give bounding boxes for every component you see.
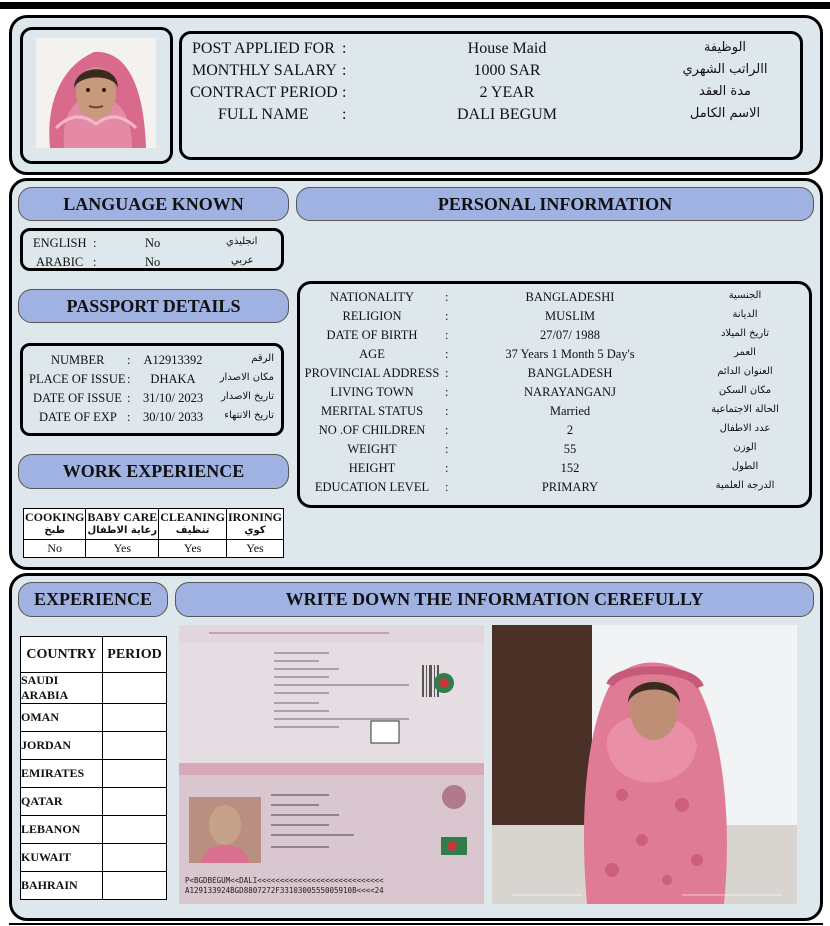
- header-label: FULL NAME: [218, 106, 309, 123]
- country-cell: BAHRAIN: [21, 872, 103, 900]
- work-col-en: CLEANING: [160, 510, 225, 524]
- country-cell: JORDAN: [21, 732, 103, 760]
- passport-arabic: تاريخ الانتهاء: [224, 410, 274, 421]
- personal-arabic: العنوان الدائم: [717, 366, 773, 377]
- personal-value: MUSLIM: [544, 309, 595, 323]
- personal-value: 2: [566, 423, 574, 437]
- work-col-ar: طبخ: [44, 525, 66, 536]
- personal-colon: :: [445, 423, 449, 437]
- period-cell: [103, 732, 167, 760]
- personal-title: PERSONAL INFORMATION: [296, 187, 814, 221]
- personal-arabic: الحالة الاجتماعية: [711, 404, 779, 415]
- header-value: House Maid: [467, 40, 547, 57]
- period-cell: [103, 844, 167, 872]
- lang-value: No: [145, 236, 161, 250]
- personal-arabic: الدرجة العلمية: [715, 480, 775, 491]
- passport-value: 31/10/ 2023: [143, 391, 204, 405]
- personal-arabic: الطول: [731, 461, 759, 472]
- personal-arabic: مكان السكن: [718, 385, 772, 396]
- country-cell: LEBANON: [21, 816, 103, 844]
- col-period: PERIOD: [103, 637, 167, 673]
- personal-colon: :: [445, 347, 449, 361]
- period-cell: [103, 872, 167, 900]
- header-arabic: مدة العقد: [699, 84, 751, 99]
- work-col-ar: تنظيف: [175, 525, 210, 536]
- personal-value: 152: [560, 461, 580, 475]
- header-value: 1000 SAR: [473, 62, 541, 79]
- work-value: Yes: [86, 540, 159, 558]
- lang-arabic: انجليذي: [226, 236, 258, 247]
- personal-label: WEIGHT: [347, 442, 397, 456]
- personal-label: NATIONALITY: [329, 290, 414, 304]
- top-bar: [0, 2, 830, 9]
- personal-value: 55: [563, 442, 577, 456]
- passport-colon: :: [127, 410, 131, 424]
- header-label: POST APPLIED FOR: [192, 40, 335, 57]
- country-cell: EMIRATES: [21, 760, 103, 788]
- header-arabic: الوظيفة: [703, 40, 747, 55]
- passport-arabic: مكان الاصدار: [219, 372, 274, 383]
- personal-label: PROVINCIAL ADDRESS: [304, 366, 440, 380]
- full-body-photo: [492, 625, 797, 904]
- personal-value: Married: [549, 404, 591, 418]
- work-col-en: COOKING: [25, 510, 85, 524]
- header-colon: :: [342, 62, 347, 79]
- personal-value: 37 Years 1 Month 5 Day's: [505, 347, 635, 361]
- candidate-photo: [36, 38, 156, 148]
- experience-row: [21, 704, 167, 732]
- country-cell: SAUDI ARABIA: [21, 673, 103, 704]
- passport-colon: :: [127, 353, 131, 367]
- passport-colon: :: [127, 391, 131, 405]
- passport-arabic: تاريخ الاصدار: [221, 391, 274, 402]
- header-colon: :: [342, 40, 347, 57]
- personal-label: RELIGION: [342, 309, 402, 323]
- personal-arabic: الجنسية: [728, 290, 762, 301]
- passport-colon: :: [127, 372, 131, 386]
- personal-colon: :: [445, 442, 449, 456]
- header-value: DALI BEGUM: [457, 106, 557, 123]
- passport-scan-image: [179, 625, 484, 904]
- mrz-line-2: A129133924BGD8807272F3310300555005910B<<<<24: [185, 886, 384, 895]
- personal-colon: :: [445, 404, 449, 418]
- header-colon: :: [342, 84, 347, 101]
- work-col-cooking: [24, 509, 86, 540]
- header-colon: :: [342, 106, 347, 123]
- work-table: [23, 508, 284, 558]
- passport-value: 30/10/ 2033: [143, 410, 204, 424]
- passport-value: A12913392: [143, 353, 203, 367]
- mrz-line-1: P<BGDBEGUM<<DALI<<<<<<<<<<<<<<<<<<<<<<<<<<<<: [185, 876, 384, 885]
- lang-colon: :: [93, 236, 97, 250]
- experience-row: [21, 673, 167, 704]
- personal-colon: :: [445, 309, 449, 323]
- personal-label: AGE: [359, 347, 385, 361]
- personal-arabic: الديانة: [732, 309, 758, 320]
- personal-colon: :: [445, 461, 449, 475]
- bottom-border-line: [9, 923, 823, 925]
- header-label: CONTRACT PERIOD: [190, 84, 338, 101]
- passport-arabic: الرقم: [251, 353, 274, 364]
- personal-arabic: العمر: [734, 347, 756, 358]
- country-cell: OMAN: [21, 704, 103, 732]
- experience-header-row: [21, 637, 167, 673]
- personal-value: PRIMARY: [541, 480, 599, 494]
- personal-arabic: الوزن: [733, 442, 757, 453]
- write-title: WRITE DOWN THE INFORMATION CEREFULLY: [175, 582, 814, 617]
- personal-value: 27/07/ 1988: [539, 328, 601, 342]
- experience-table: [20, 636, 167, 900]
- header-value: 2 YEAR: [479, 84, 535, 101]
- personal-label: EDUCATION LEVEL: [314, 480, 430, 494]
- personal-colon: :: [445, 328, 449, 342]
- work-col-en: IRONING: [227, 510, 282, 524]
- experience-row: [21, 788, 167, 816]
- personal-label: NO .OF CHILDREN: [318, 423, 426, 437]
- passport-label: NUMBER: [51, 353, 105, 367]
- col-country: COUNTRY: [21, 637, 103, 673]
- lang-value: No: [145, 255, 161, 269]
- work-header-row: [24, 509, 284, 540]
- work-col-babycare: [86, 509, 159, 540]
- work-value: Yes: [159, 540, 227, 558]
- work-col-ar: رعاية الاطفال: [87, 525, 158, 536]
- passport-label: DATE OF ISSUE: [33, 391, 122, 405]
- personal-colon: :: [445, 366, 449, 380]
- work-value-row: [24, 540, 284, 558]
- passport-label: DATE OF EXP: [39, 410, 117, 424]
- work-value: No: [24, 540, 86, 558]
- experience-row: [21, 844, 167, 872]
- experience-title: EXPERIENCE: [18, 582, 168, 617]
- period-cell: [103, 760, 167, 788]
- work-col-ar: كوي: [244, 525, 266, 536]
- lang-label: ARABIC: [36, 255, 84, 269]
- personal-value: BANGLADESHI: [525, 290, 615, 304]
- header-arabic: الاسم الكامل: [689, 106, 761, 121]
- personal-label: LIVING TOWN: [330, 385, 414, 399]
- period-cell: [103, 816, 167, 844]
- language-title: LANGUAGE KNOWN: [18, 187, 289, 221]
- work-title: WORK EXPERIENCE: [18, 454, 289, 489]
- experience-row: [21, 760, 167, 788]
- personal-colon: :: [445, 385, 449, 399]
- passport-title: PASSPORT DETAILS: [18, 289, 289, 323]
- personal-colon: :: [445, 290, 449, 304]
- work-col-ironing: [226, 509, 283, 540]
- personal-label: HEIGHT: [348, 461, 396, 475]
- period-cell: [103, 704, 167, 732]
- personal-arabic: تاريخ الميلاد: [720, 328, 770, 339]
- personal-value: BANGLADESH: [527, 366, 613, 380]
- work-col-cleaning: [159, 509, 227, 540]
- personal-label: MERITAL STATUS: [320, 404, 424, 418]
- personal-value: NARAYANGANJ: [524, 385, 616, 399]
- experience-row: [21, 872, 167, 900]
- personal-colon: :: [445, 480, 449, 494]
- lang-colon: :: [93, 255, 97, 269]
- header-label: MONTHLY SALARY: [192, 62, 337, 79]
- personal-label: DATE OF BIRTH: [326, 328, 418, 342]
- period-cell: [103, 788, 167, 816]
- experience-row: [21, 732, 167, 760]
- lang-label: ENGLISH: [33, 236, 87, 250]
- lang-arabic: عربي: [231, 255, 254, 266]
- work-col-en: BABY CARE: [87, 510, 158, 524]
- country-cell: KUWAIT: [21, 844, 103, 872]
- personal-arabic: عدد الاطفال: [719, 423, 771, 434]
- passport-label: PLACE OF ISSUE: [29, 372, 126, 386]
- period-cell: [103, 673, 167, 704]
- header-arabic: االراتب الشهري: [682, 62, 768, 77]
- experience-row: [21, 816, 167, 844]
- passport-value: DHAKA: [150, 372, 196, 386]
- work-value: Yes: [226, 540, 283, 558]
- country-cell: QATAR: [21, 788, 103, 816]
